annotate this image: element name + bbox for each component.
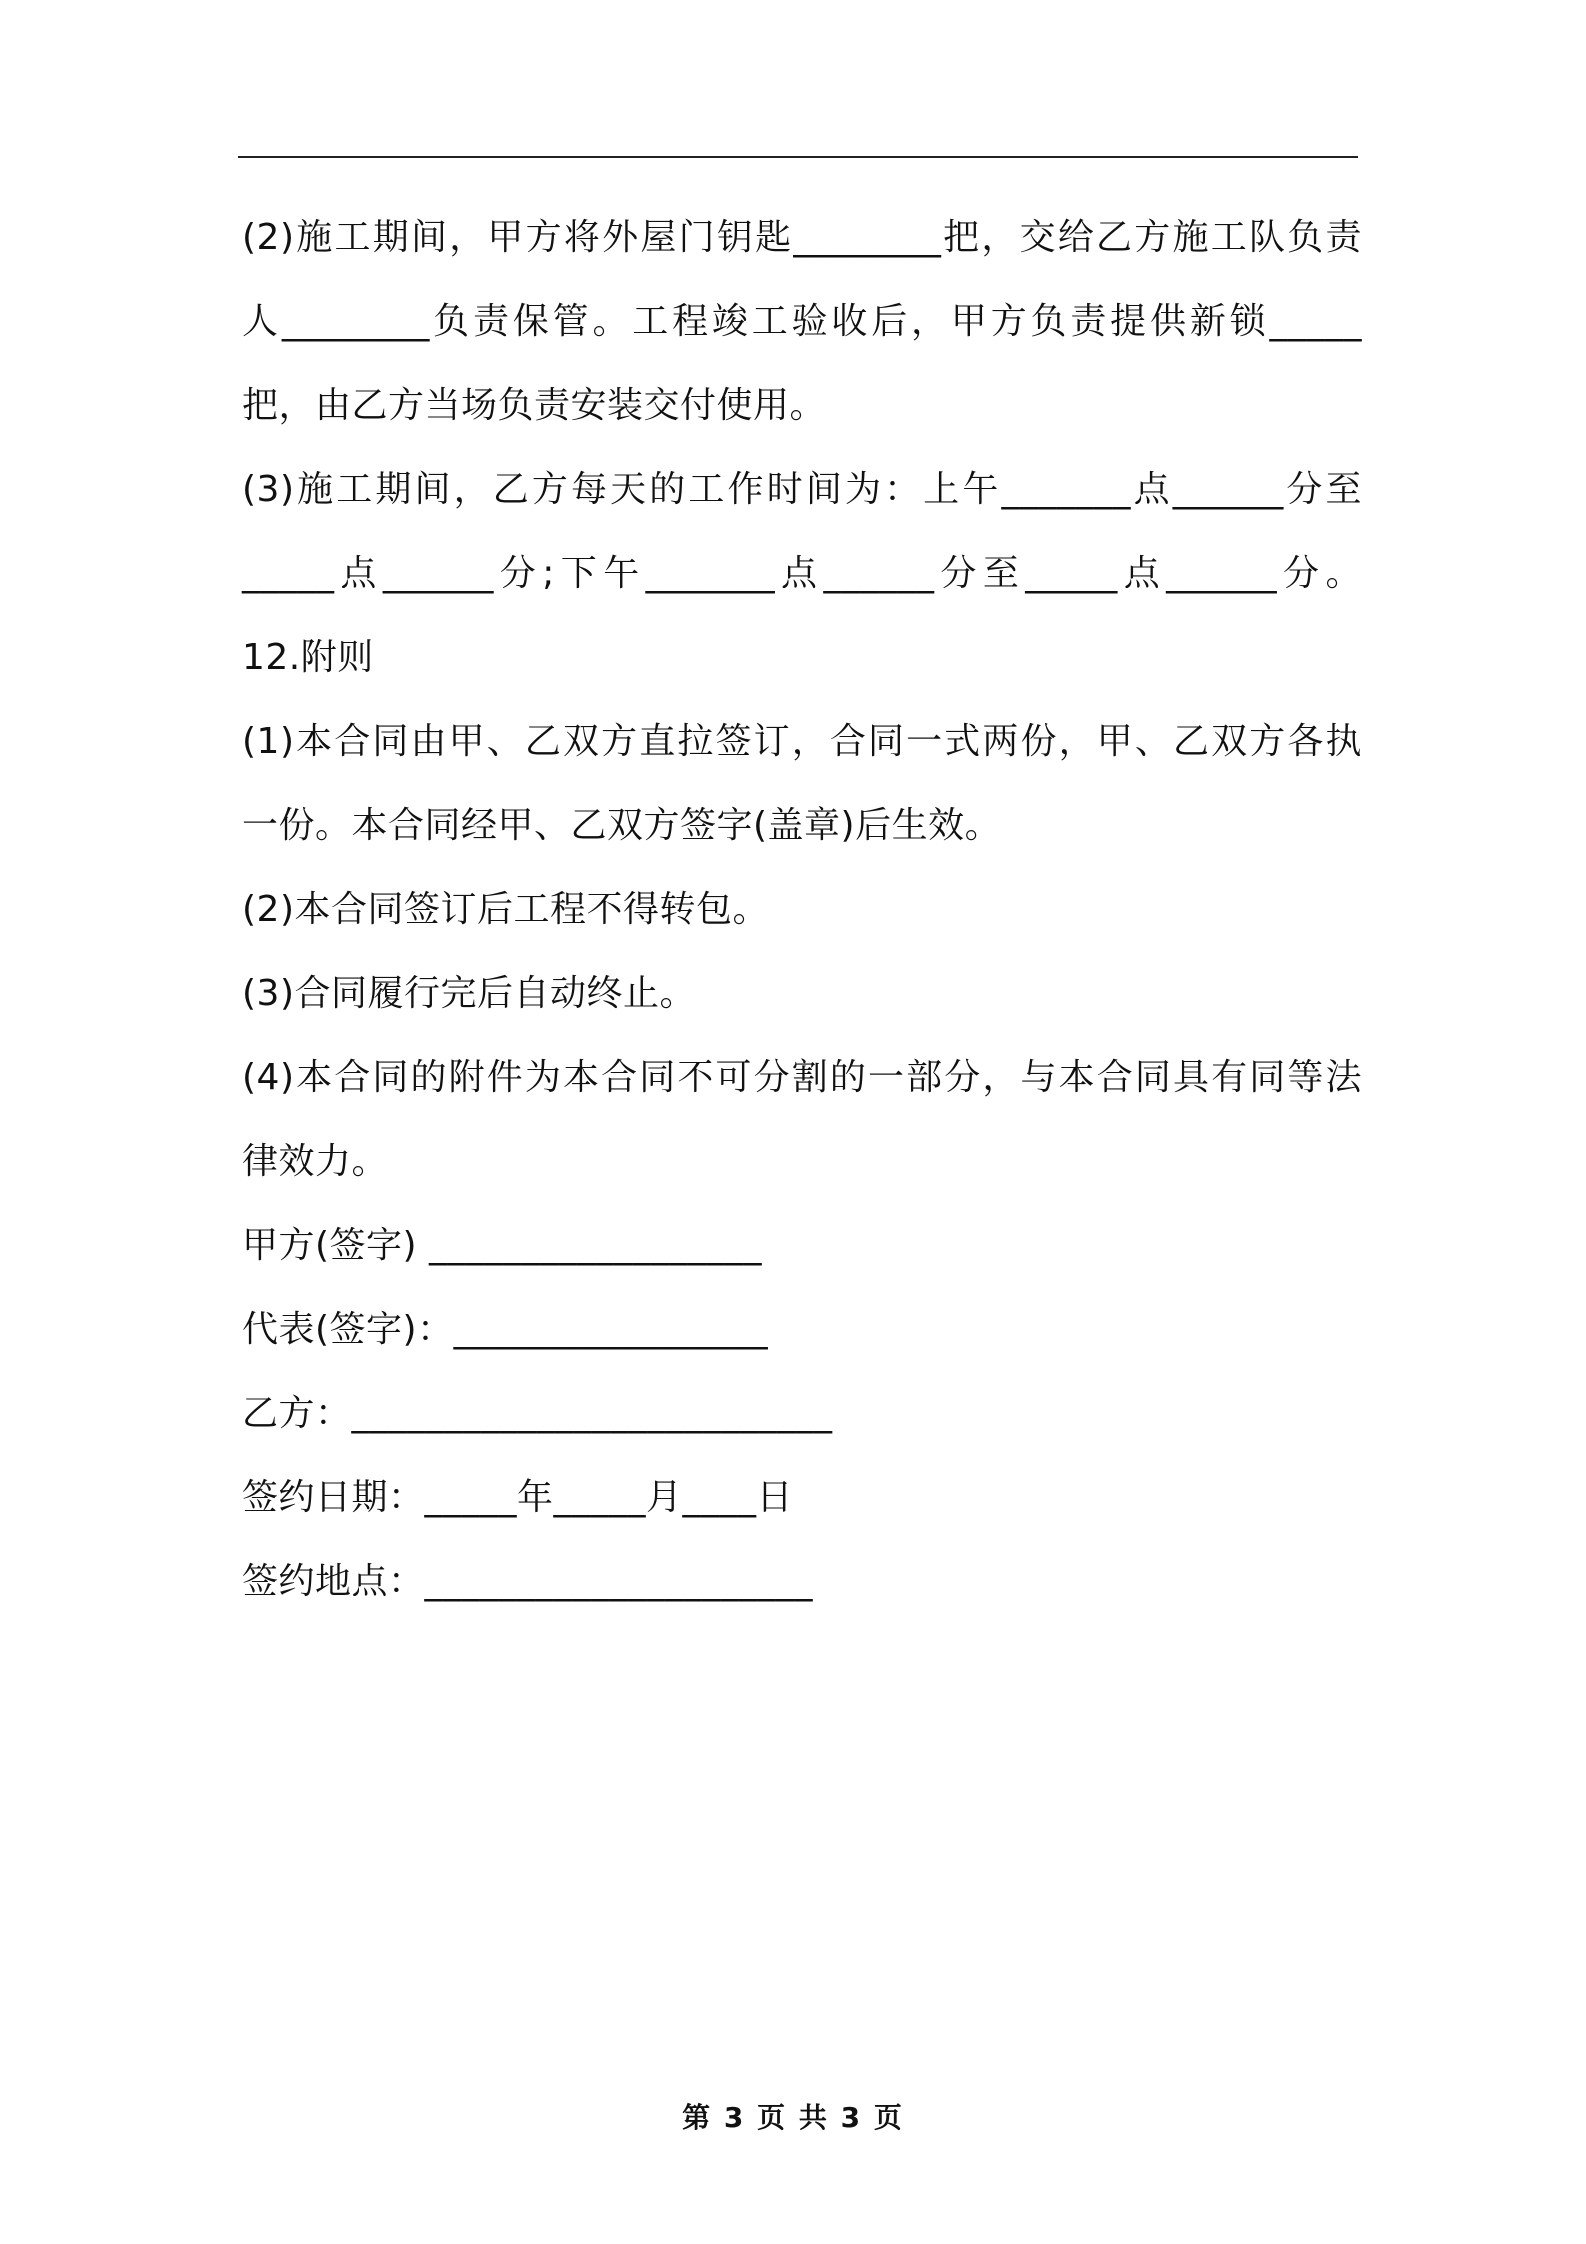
signing-date: 签约日期：_____年_____月____日 (242, 1477, 794, 1518)
text-line: (3)施工期间，乙方每天的工作时间为：上午_______点______分至 (242, 469, 1362, 510)
text-line: 把，由乙方当场负责安装交付使用。 (242, 385, 827, 426)
text-line: (4)本合同的附件为本合同不可分割的一部分，与本合同具有同等法 (242, 1057, 1362, 1098)
text-line: (1)本合同由甲、乙双方直拉签订，合同一式两份，甲、乙双方各执 (242, 721, 1362, 762)
header-rule (238, 156, 1358, 158)
text-line: 律效力。 (242, 1141, 389, 1182)
text-line: 人________负责保管。工程竣工验收后，甲方负责提供新锁_____ (242, 301, 1362, 342)
signature-party-a: 甲方(签字) __________________ (242, 1225, 763, 1266)
signature-party-b: 乙方：__________________________ (242, 1393, 833, 1434)
page-number: 第 3 页 共 3 页 (682, 2101, 904, 2134)
text-line: 一份。本合同经甲、乙双方签字(盖章)后生效。 (242, 805, 1002, 846)
text-line: (3)合同履行完后自动终止。 (242, 973, 696, 1014)
signing-place: 签约地点：_____________________ (242, 1561, 814, 1602)
signature-representative: 代表(签字)：_________________ (242, 1309, 769, 1350)
section-heading: 12.附则 (242, 637, 374, 678)
contract-body (242, 196, 1362, 1624)
text-line: _____点______分;下午_______点______分至_____点______分。 (242, 553, 1362, 594)
text-line: (2)施工期间，甲方将外屋门钥匙________把，交给乙方施工队负责 (242, 217, 1362, 258)
text-line: (2)本合同签订后工程不得转包。 (242, 889, 769, 930)
